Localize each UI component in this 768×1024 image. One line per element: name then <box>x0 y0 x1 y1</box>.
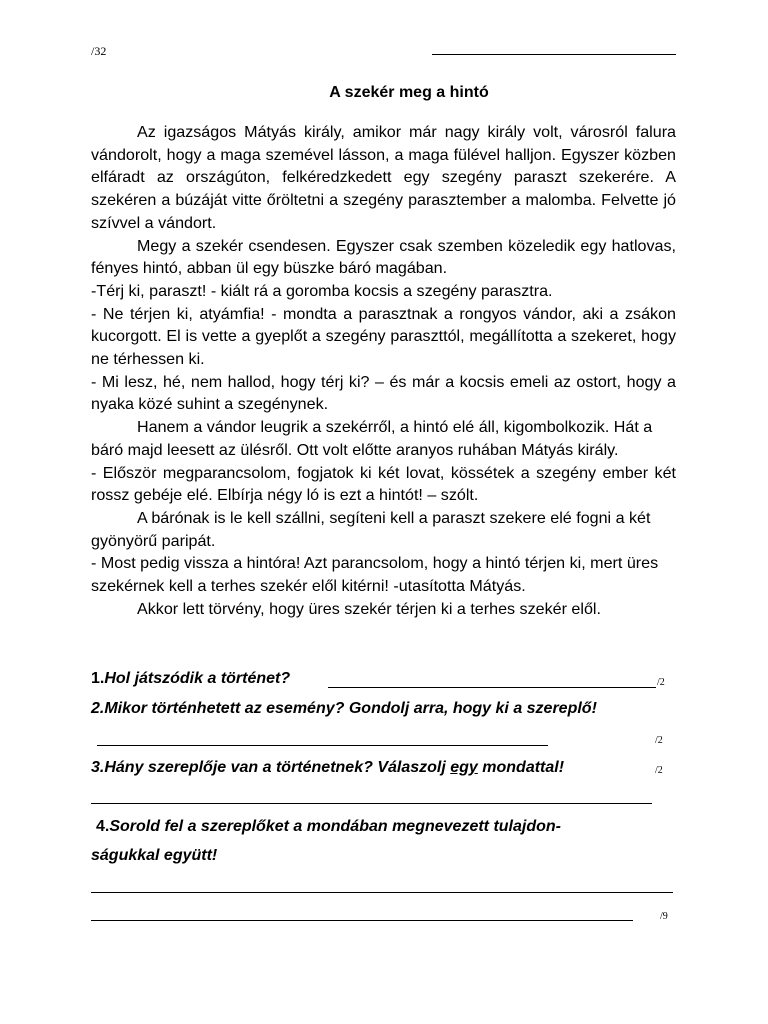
question-3-text: 3.Hány szereplője van a történetnek? Válaszolj <box>91 759 451 776</box>
story-paragraph: - Most pedig vissza a hintóra! Azt parancsolom, hogy a hintó térjen ki, mert üres szekérnek kell a terhes szekér elől kitérni! -utasította Mátyás. <box>91 554 659 596</box>
story-paragraph: Hanem a vándor leugrik a szekérről, a hintó elé áll, kigombolkozik. Hát a báró majd leesett az ülésről. Ott volt előtte aranyos ruhában Mátyás király. <box>91 418 653 459</box>
story-paragraph: - Mi lesz, hé, nem hallod, hogy térj ki? – és már a kocsis emeli az ostort, hogy a nyaka közé suhint a szegénynek. <box>91 372 676 414</box>
question-1-points: /2 <box>657 677 665 688</box>
story-paragraph: A bárónak is le kell szállni, segíteni kell a paraszt szekere elé fogni a két gyönyörű paripát. <box>91 508 651 550</box>
story-text <box>91 121 676 620</box>
question-1 <box>91 670 290 688</box>
answer-line-1[interactable] <box>328 687 656 688</box>
question-4-points: /9 <box>660 911 668 922</box>
question-2-points: /2 <box>655 735 663 746</box>
answer-line-2[interactable] <box>97 745 548 746</box>
story-paragraph: Akkor lett törvény, hogy üres szekér térjen ki a terhes szekér elől. <box>137 599 601 618</box>
answer-line-4a[interactable] <box>91 892 673 893</box>
question-3-underlined: egy <box>450 759 478 776</box>
story-paragraph: -Térj ki, paraszt! - kiált rá a goromba kocsis a szegény parasztra. <box>91 281 553 300</box>
question-4-continued: ságukkal együtt! <box>91 847 218 864</box>
name-line[interactable] <box>432 54 676 55</box>
story-paragraph: Megy a szekér csendesen. Egyszer csak szemben közeledik egy hatlovas, fényes hintó, abban ül egy büszke báró magában. <box>91 236 676 278</box>
question-4-number: 4. <box>96 818 110 835</box>
story-paragraph: - Először megparancsolom, fogjatok ki két lovat, kössétek a szegény ember két rossz gebéje elé. Elbírja négy ló is ezt a hintót! – szólt. <box>91 463 676 505</box>
total-score: /32 <box>91 44 107 58</box>
question-4 <box>96 818 561 836</box>
question-1-text: Hol játszódik a történet? <box>104 670 291 687</box>
page-title: A szekér meg a hintó <box>329 84 489 101</box>
question-4-text: Sorold fel a szereplőket a mondában megnevezett tulajdon- <box>109 818 561 835</box>
story-paragraph: Az igazságos Mátyás király, amikor már nagy király volt, városról falura vándorolt, hogy a maga szemével lásson, a maga fülével halljon. Egyszer közben elfáradt az országúton, felkéredzkedett egy szegény paraszt szekerére. A szekéren a búzáját vitte őröltetni a szegény parasztember a malomba. Felvette jó szívvel a vándort. <box>91 123 676 232</box>
question-3-text-end: mondattal! <box>477 759 565 776</box>
story-paragraph: - Ne térjen ki, atyámfia! - mondta a parasztnak a rongyos vándor, aki a zsákon kucorgott. El is vette a gyeplőt a szegény paraszttól, megállította a szekeret, hogy ne térhessen ki. <box>91 304 676 369</box>
question-3 <box>91 759 564 777</box>
answer-line-3[interactable] <box>91 803 652 804</box>
question-3-points: /2 <box>655 765 663 776</box>
question-1-number: 1. <box>91 670 105 687</box>
question-2: 2.Mikor történhetett az esemény? Gondolj arra, hogy ki a szereplő! <box>91 700 597 717</box>
answer-line-4b[interactable] <box>91 920 633 921</box>
